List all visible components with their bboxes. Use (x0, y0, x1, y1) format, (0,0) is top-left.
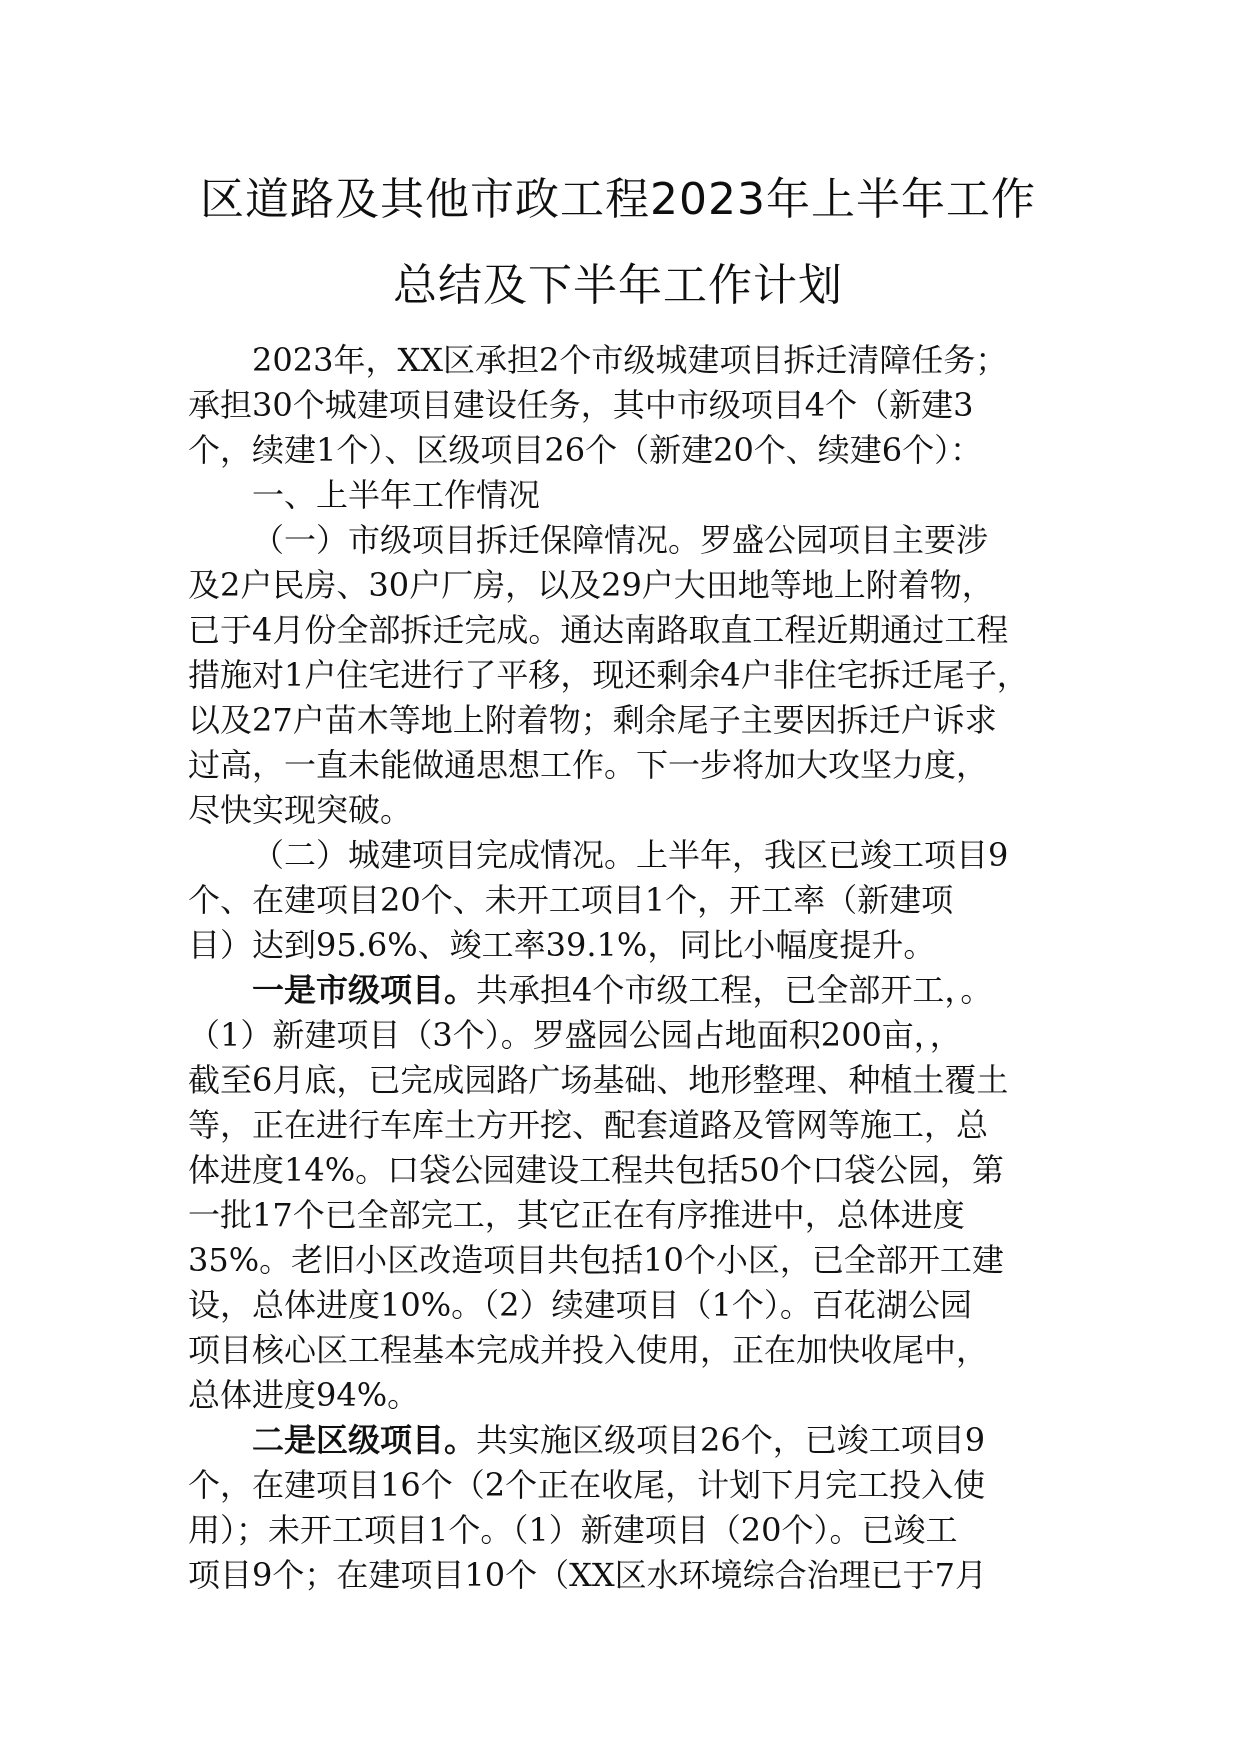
body-line (188, 788, 1088, 833)
body-line-text: 截至6月底，已完成园路广场基础、地形整理、种植土覆土 (188, 1061, 1009, 1099)
bold-lead-text: 二是区级项目。 (252, 1421, 477, 1459)
body-line-text: 等，正在进行车库土方开挖、配套道路及管网等施工，总 (188, 1106, 989, 1144)
body-line (188, 923, 1088, 968)
body-line-text: 一、上半年工作情况 (252, 476, 541, 514)
body-line-text: 已于4月份全部拆迁完成。通达南路取直工程近期通过工程 (188, 611, 1009, 649)
body-line (188, 1103, 1088, 1148)
body-line (188, 743, 1088, 788)
body-line (188, 1508, 1088, 1553)
body-line (188, 1553, 1088, 1598)
body-line-text: 项目9个；在建项目10个（XX区水环境综合治理已于7月 (188, 1556, 988, 1594)
document-title-line-2: 总结及下半年工作计划 (393, 260, 843, 311)
body-line-text: 总体进度94%。 (188, 1376, 420, 1414)
body-line-text: 以及27户苗木等地上附着物；剩余尾子主要因拆迁户诉求 (188, 701, 997, 739)
body-line-text: 目）达到95.6%、竣工率39.1%，同比小幅度提升。 (188, 926, 936, 964)
body-line-text: 措施对1户住宅进行了平移，现还剩余4户非住宅拆迁尾子， (188, 656, 1029, 694)
body-line-text: 2023年，XX区承担2个市级城建项目拆迁清障任务； (252, 341, 1008, 379)
body-line (188, 1328, 1088, 1373)
body-line (188, 1013, 1088, 1058)
body-line-text: 个，在建项目16个（2个正在收尾，计划下月完工投入使 (188, 1466, 986, 1504)
body-line (188, 878, 1088, 923)
body-line-text: 尽快实现突破。 (188, 791, 413, 829)
body-line (188, 1283, 1088, 1328)
body-line-text: （一）市级项目拆迁保障情况。罗盛公园项目主要涉 (252, 521, 989, 559)
body-line-text: 共承担4个市级工程，已全部开工，。 (476, 971, 993, 1009)
bold-lead-text: 一是市级项目。 (252, 971, 477, 1009)
body-line (188, 1238, 1088, 1283)
body-line-text: 35%。老旧小区改造项目共包括10个小区，已全部开工建 (188, 1241, 1004, 1279)
body-line-text: 承担30个城建项目建设任务，其中市级项目4个（新建3 (188, 386, 974, 424)
body-line (188, 1463, 1088, 1508)
body-line-text: 体进度14%。口袋公园建设工程共包括50个口袋公园，第 (188, 1151, 1004, 1189)
body-line-text: 过高，一直未能做通思想工作。下一步将加大攻坚力度， (188, 746, 989, 784)
body-line (188, 1418, 1088, 1463)
body-line (188, 428, 1088, 473)
body-line-text: 项目核心区工程基本完成并投入使用，正在加快收尾中， (188, 1331, 989, 1369)
document-title-line-1: 区道路及其他市政工程2023年上半年工作 (200, 174, 1036, 225)
body-line (188, 1193, 1088, 1238)
body-line (188, 653, 1088, 698)
body-line (188, 338, 1088, 383)
body-line-text: 及2户民房、30户厂房，以及29户大田地等地上附着物， (188, 566, 994, 604)
body-line-text: 用）；未开工项目1个。（1）新建项目（20个）。已竣工 (188, 1511, 958, 1549)
body-line-text: （二）城建项目完成情况。上半年，我区已竣工项目9 (252, 836, 1009, 874)
body-line (188, 1058, 1088, 1103)
body-line (188, 608, 1088, 653)
body-line (188, 563, 1088, 608)
document-body (188, 338, 1088, 1598)
body-line-text: 设，总体进度10%。（2）续建项目（1个）。百花湖公园 (188, 1286, 972, 1324)
body-line (188, 833, 1088, 878)
body-line-text: 一批17个已全部完工，其它正在有序推进中，总体进度 (188, 1196, 965, 1234)
body-line (188, 1148, 1088, 1193)
body-line (188, 383, 1088, 428)
body-line (188, 473, 1088, 518)
body-line (188, 1373, 1088, 1418)
body-line (188, 968, 1088, 1013)
body-line (188, 518, 1088, 563)
body-line-text: 共实施区级项目26个，已竣工项目9 (476, 1421, 986, 1459)
body-line-text: （1）新建项目（3个）。罗盛园公园占地面积200亩，， (188, 1016, 962, 1054)
body-line-text: 个、在建项目20个、未开工项目1个，开工率（新建项 (188, 881, 954, 919)
body-line (188, 698, 1088, 743)
body-line-text: 个，续建1个）、区级项目26个（新建20个、续建6个）： (188, 431, 983, 469)
